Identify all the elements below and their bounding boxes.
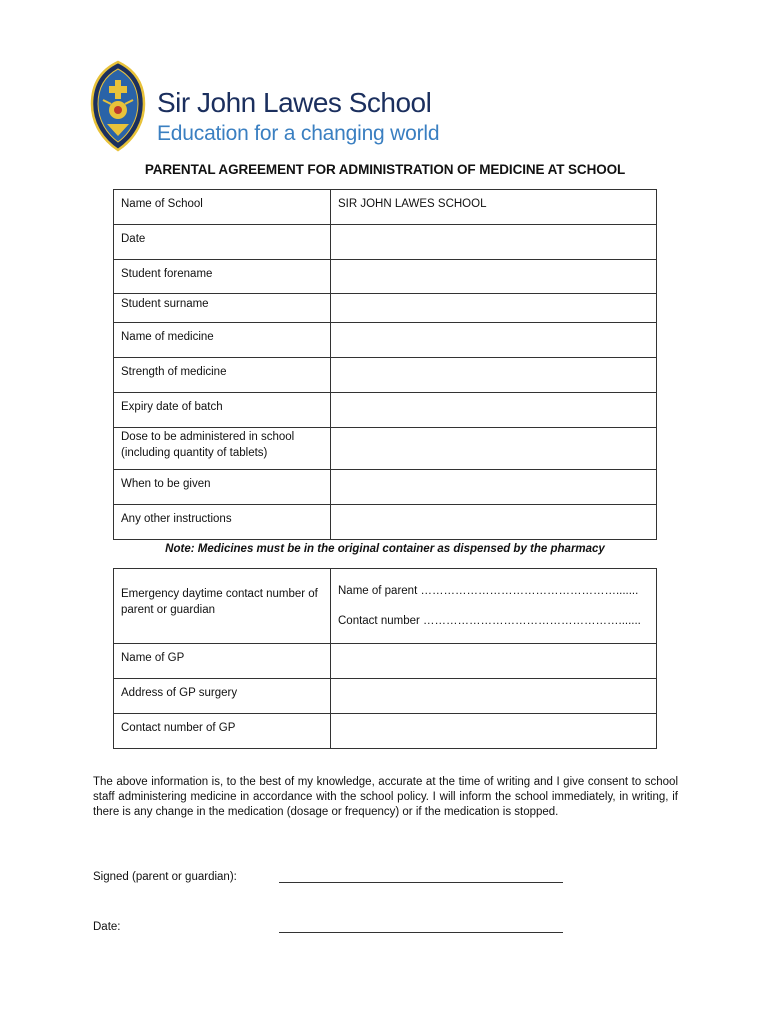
table-row [114,470,657,505]
field-label: Name of School [114,190,331,225]
document-title: PARENTAL AGREEMENT FOR ADMINISTRATION OF MEDICINE AT SCHOOL [144,162,626,177]
table-row [114,569,657,644]
student-surname-field[interactable] [331,294,657,323]
field-label: Student surname [114,294,331,323]
field-label: Address of GP surgery [114,679,331,714]
field-label: Any other instructions [114,505,331,540]
table-row [114,714,657,749]
contact-number-line[interactable]: Contact number ……………………………………………....... [338,615,641,627]
date-label: Date: [93,921,121,933]
table-row [114,428,657,470]
table-row [114,190,657,225]
table-row [114,323,657,358]
date-signature-line[interactable] [279,932,563,933]
other-instructions-field[interactable] [331,505,657,540]
table-row [114,358,657,393]
school-crest-logo [89,60,147,152]
medicine-name-field[interactable] [331,323,657,358]
dose-field[interactable] [331,428,657,470]
signature-line[interactable] [279,882,563,883]
when-given-field[interactable] [331,470,657,505]
medicine-strength-field[interactable] [331,358,657,393]
field-label: Date [114,225,331,260]
consent-paragraph: The above information is, to the best of my knowledge, accurate at the time of writing and I give consent to school staff administering medicine in accordance with the school policy. I will inform the school immediately, in writing, if there is any change in the medication (dosage or frequency) or if the medication is stopped. [93,776,678,818]
parent-name-line[interactable]: Name of parent ……………………………………………....... [338,585,639,597]
pharmacy-note: Note: Medicines must be in the original container as dispensed by the pharmacy [165,543,605,555]
table-row [114,225,657,260]
field-label: Expiry date of batch [114,393,331,428]
field-label: Name of GP [114,644,331,679]
contact-details-table [113,568,657,749]
field-label: Emergency daytime contact number of parent or guardian [114,569,331,644]
table-row [114,260,657,294]
field-label: Name of medicine [114,323,331,358]
school-name-value[interactable]: SIR JOHN LAWES SCHOOL [331,190,657,225]
gp-name-field[interactable] [331,644,657,679]
signed-label: Signed (parent or guardian): [93,871,237,883]
student-forename-field[interactable] [331,260,657,294]
emergency-contact-field[interactable] [331,569,657,644]
school-tagline: Education for a changing world [157,122,440,145]
medicine-details-table [113,189,657,540]
gp-address-field[interactable] [331,679,657,714]
table-row [114,393,657,428]
table-row [114,294,657,323]
table-row [114,644,657,679]
table-row [114,505,657,540]
school-name: Sir John Lawes School [157,87,432,118]
expiry-date-field[interactable] [331,393,657,428]
field-label: When to be given [114,470,331,505]
field-label: Strength of medicine [114,358,331,393]
date-field[interactable] [331,225,657,260]
field-label: Student forename [114,260,331,294]
table-row [114,679,657,714]
gp-contact-field[interactable] [331,714,657,749]
field-label: Dose to be administered in school (including quantity of tablets) [114,428,331,470]
field-label: Contact number of GP [114,714,331,749]
